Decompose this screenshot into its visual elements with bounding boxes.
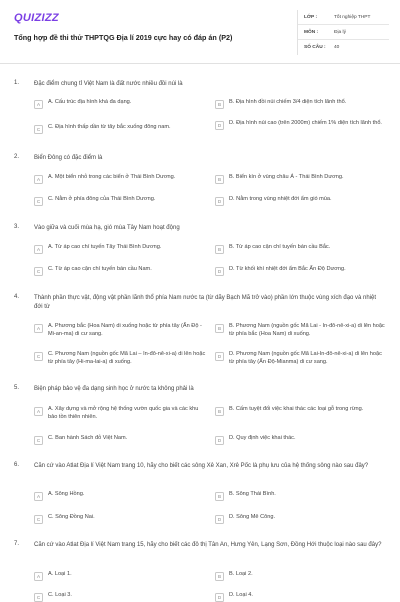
meta-value: Địa lý xyxy=(334,29,346,35)
option-b[interactable] xyxy=(215,99,385,109)
option-text: B. Phương Nam (nguồn gốc Mã Lai - In-đô-nê-xi-a) di lên hoặc từ phía bắc (Hoa Nam) di xuống. xyxy=(229,323,385,337)
option-letter-badge: D xyxy=(215,121,224,130)
option-a[interactable] xyxy=(34,99,204,109)
option-a[interactable] xyxy=(34,244,210,254)
option-text: B. Cấm tuyệt đối việc khai thác các loại gỗ trong rừng. xyxy=(229,406,364,412)
option-b[interactable] xyxy=(215,406,385,416)
option-b[interactable] xyxy=(215,571,385,581)
option-letter-badge: C xyxy=(34,197,43,206)
option-letter-badge: B xyxy=(215,324,224,333)
option-text: B. Địa hình đồi núi chiếm 3/4 diện tích lãnh thổ. xyxy=(229,99,347,105)
option-c[interactable] xyxy=(34,124,204,134)
option-text: C. Phương Nam (nguồn gốc Mã Lai – In-đô-nê-xi-a) di lên hoặc từ phía tây (Hi-ma-lai-a) di xuống. xyxy=(48,351,206,365)
option-text: C. Ban hành Sách đỏ Việt Nam. xyxy=(48,435,128,441)
option-letter-badge: D xyxy=(215,515,224,524)
meta-key: LỚP : xyxy=(304,14,318,20)
meta-value: Tốt nghiệp THPT xyxy=(334,14,371,20)
option-letter-badge: C xyxy=(34,515,43,524)
option-letter-badge: A xyxy=(34,492,43,501)
option-b[interactable] xyxy=(215,174,385,184)
question-number: 7. xyxy=(14,541,20,547)
option-letter-badge: B xyxy=(215,572,224,581)
option-letter-badge: B xyxy=(215,100,224,109)
question-number: 2. xyxy=(14,154,20,160)
meta-row-question-count xyxy=(298,40,389,55)
option-text: C. Loại 3. xyxy=(48,592,72,598)
option-a[interactable] xyxy=(34,323,206,338)
option-text: D. Loại 4. xyxy=(229,592,253,598)
option-text: B. Biển kín ở vùng châu Á - Thái Bình Dương. xyxy=(229,174,344,180)
option-text: A. Phương bắc (Hoa Nam) di xuống hoặc từ phía tây (Ấn Độ - Mi-an-ma) di cư sang. xyxy=(48,323,202,337)
option-letter-badge: A xyxy=(34,407,43,416)
option-d[interactable] xyxy=(215,514,385,524)
option-d[interactable] xyxy=(215,435,385,445)
option-b[interactable] xyxy=(215,491,385,501)
option-letter-badge: D xyxy=(215,436,224,445)
option-a[interactable] xyxy=(34,406,206,421)
option-letter-badge: A xyxy=(34,572,43,581)
option-b[interactable] xyxy=(215,323,385,338)
meta-key: SỐ CÂU : xyxy=(304,45,326,50)
question-text: Căn cứ vào Atlat Địa lí Việt Nam trang 15, hãy cho biết các đô thị Tân An, Hưng Yên, Lạng Sơn, Đồng Hới thuộc loại nào sau đây? xyxy=(34,542,382,548)
option-c[interactable] xyxy=(34,196,204,206)
option-text: A. Sông Hồng. xyxy=(48,491,85,497)
option-text: C. Từ áp cao cận chí tuyến bán cầu Nam. xyxy=(48,266,152,272)
option-d[interactable] xyxy=(215,592,385,602)
option-text: D. Quy định việc khai thác. xyxy=(229,435,296,441)
option-a[interactable] xyxy=(34,571,206,581)
question-text: Biển Đông có đặc điểm là xyxy=(34,155,103,161)
option-letter-badge: B xyxy=(215,245,224,254)
option-c[interactable] xyxy=(34,351,206,366)
option-text: D. Nằm trong vùng nhiệt đới ẩm gió mùa. xyxy=(229,196,332,202)
option-c[interactable] xyxy=(34,435,206,445)
option-a[interactable] xyxy=(34,491,206,501)
worksheet-meta xyxy=(297,10,389,55)
option-letter-badge: B xyxy=(215,175,224,184)
option-text: D. Phương Nam (nguồn gốc Mã Lai-In-đô-nê-xi-a) di lên hoặc từ phía tây (Ấn Độ-Mianma) di cư sang. xyxy=(229,351,382,365)
option-c[interactable] xyxy=(34,514,206,524)
worksheet-header xyxy=(0,0,400,64)
option-letter-badge: C xyxy=(34,352,43,361)
option-letter-badge: D xyxy=(215,593,224,602)
option-text: A. Xây dựng và mở rộng hệ thống vườn quốc gia và các khu bảo tồn thiên nhiên. xyxy=(48,406,199,420)
option-text: C. Sông Đồng Nai. xyxy=(48,514,95,520)
option-letter-badge: D xyxy=(215,267,224,276)
option-text: A. Từ áp cao chí tuyến Tây Thái Bình Dương. xyxy=(48,244,162,250)
question-number: 3. xyxy=(14,224,20,230)
option-d[interactable] xyxy=(215,351,385,366)
option-letter-badge: D xyxy=(215,197,224,206)
meta-value: 40 xyxy=(334,45,340,50)
option-text: B. Sông Thái Bình. xyxy=(229,491,276,497)
option-letter-badge: A xyxy=(34,324,43,333)
option-d[interactable] xyxy=(215,196,385,206)
option-c[interactable] xyxy=(34,266,204,276)
option-a[interactable] xyxy=(34,174,210,184)
option-text: A. Cấu trúc địa hình khá đa dạng. xyxy=(48,99,132,105)
question-number: 4. xyxy=(14,294,20,300)
question-number: 5. xyxy=(14,385,20,391)
option-text: C. Địa hình thấp dần từ tây bắc xuống đông nam. xyxy=(48,124,171,130)
option-text: D. Từ khối khí nhiệt đới ẩm Bắc Ấn Độ Dương. xyxy=(229,266,346,272)
option-d[interactable] xyxy=(215,120,385,130)
option-text: D. Địa hình núi cao (trên 2000m) chiếm 1% diện tích lãnh thổ. xyxy=(229,120,382,126)
option-letter-badge: C xyxy=(34,267,43,276)
option-letter-badge: C xyxy=(34,125,43,134)
meta-key: MÔN : xyxy=(304,29,319,35)
question-text: Đặc điểm chung tỉ Việt Nam là đất nước nhiều đồi núi là xyxy=(34,81,183,87)
option-text: C. Nằm ở phía đông của Thái Bình Dương. xyxy=(48,196,156,202)
worksheet-title: Tổng hợp đề thi thử THPTQG Địa lí 2019 cực hay có đáp án (P2) xyxy=(14,33,233,42)
option-letter-badge: A xyxy=(34,175,43,184)
option-letter-badge: C xyxy=(34,436,43,445)
option-text: A. Loại 1. xyxy=(48,571,72,577)
option-d[interactable] xyxy=(215,266,385,276)
option-text: B. Từ áp cao cận chí tuyến bán cầu Bắc. xyxy=(229,244,331,250)
option-letter-badge: A xyxy=(34,245,43,254)
question-text: Căn cứ vào Atlat Địa lí Việt Nam trang 10, hãy cho biết các sông Xê Xan, Xrê Pốc là phụ lưu của hệ thống sông nào sau đây? xyxy=(34,463,369,469)
option-letter-badge: B xyxy=(215,492,224,501)
option-letter-badge: D xyxy=(215,352,224,361)
meta-row-class xyxy=(298,10,389,25)
question-number: 6. xyxy=(14,462,20,468)
option-b[interactable] xyxy=(215,244,385,254)
question-text: Biện pháp bảo vệ đa dạng sinh học ở nước ta không phải là xyxy=(34,386,194,392)
option-c[interactable] xyxy=(34,592,206,602)
option-letter-badge: C xyxy=(34,593,43,602)
quizizz-logo: QUIZIZZ xyxy=(14,12,59,24)
question-text: Thành phần thực vật, động vật phần lãnh thổ phía Nam nước ta (từ dãy Bạch Mã trở vào) phần lớn thuộc vùng xích đạo và nhiệt đới từ xyxy=(34,295,377,310)
option-text: D. Sông Mê Công. xyxy=(229,514,276,520)
option-text: A. Một biển nhỏ trong các biển ở Thái Bình Dương. xyxy=(48,174,176,180)
meta-row-subject xyxy=(298,25,389,40)
option-letter-badge: A xyxy=(34,100,43,109)
option-letter-badge: B xyxy=(215,407,224,416)
question-number: 1. xyxy=(14,80,20,86)
option-text: B. Loại 2. xyxy=(229,571,253,577)
question-text: Vào giữa và cuối mùa hạ, gió mùa Tây Nam hoạt động xyxy=(34,225,180,231)
